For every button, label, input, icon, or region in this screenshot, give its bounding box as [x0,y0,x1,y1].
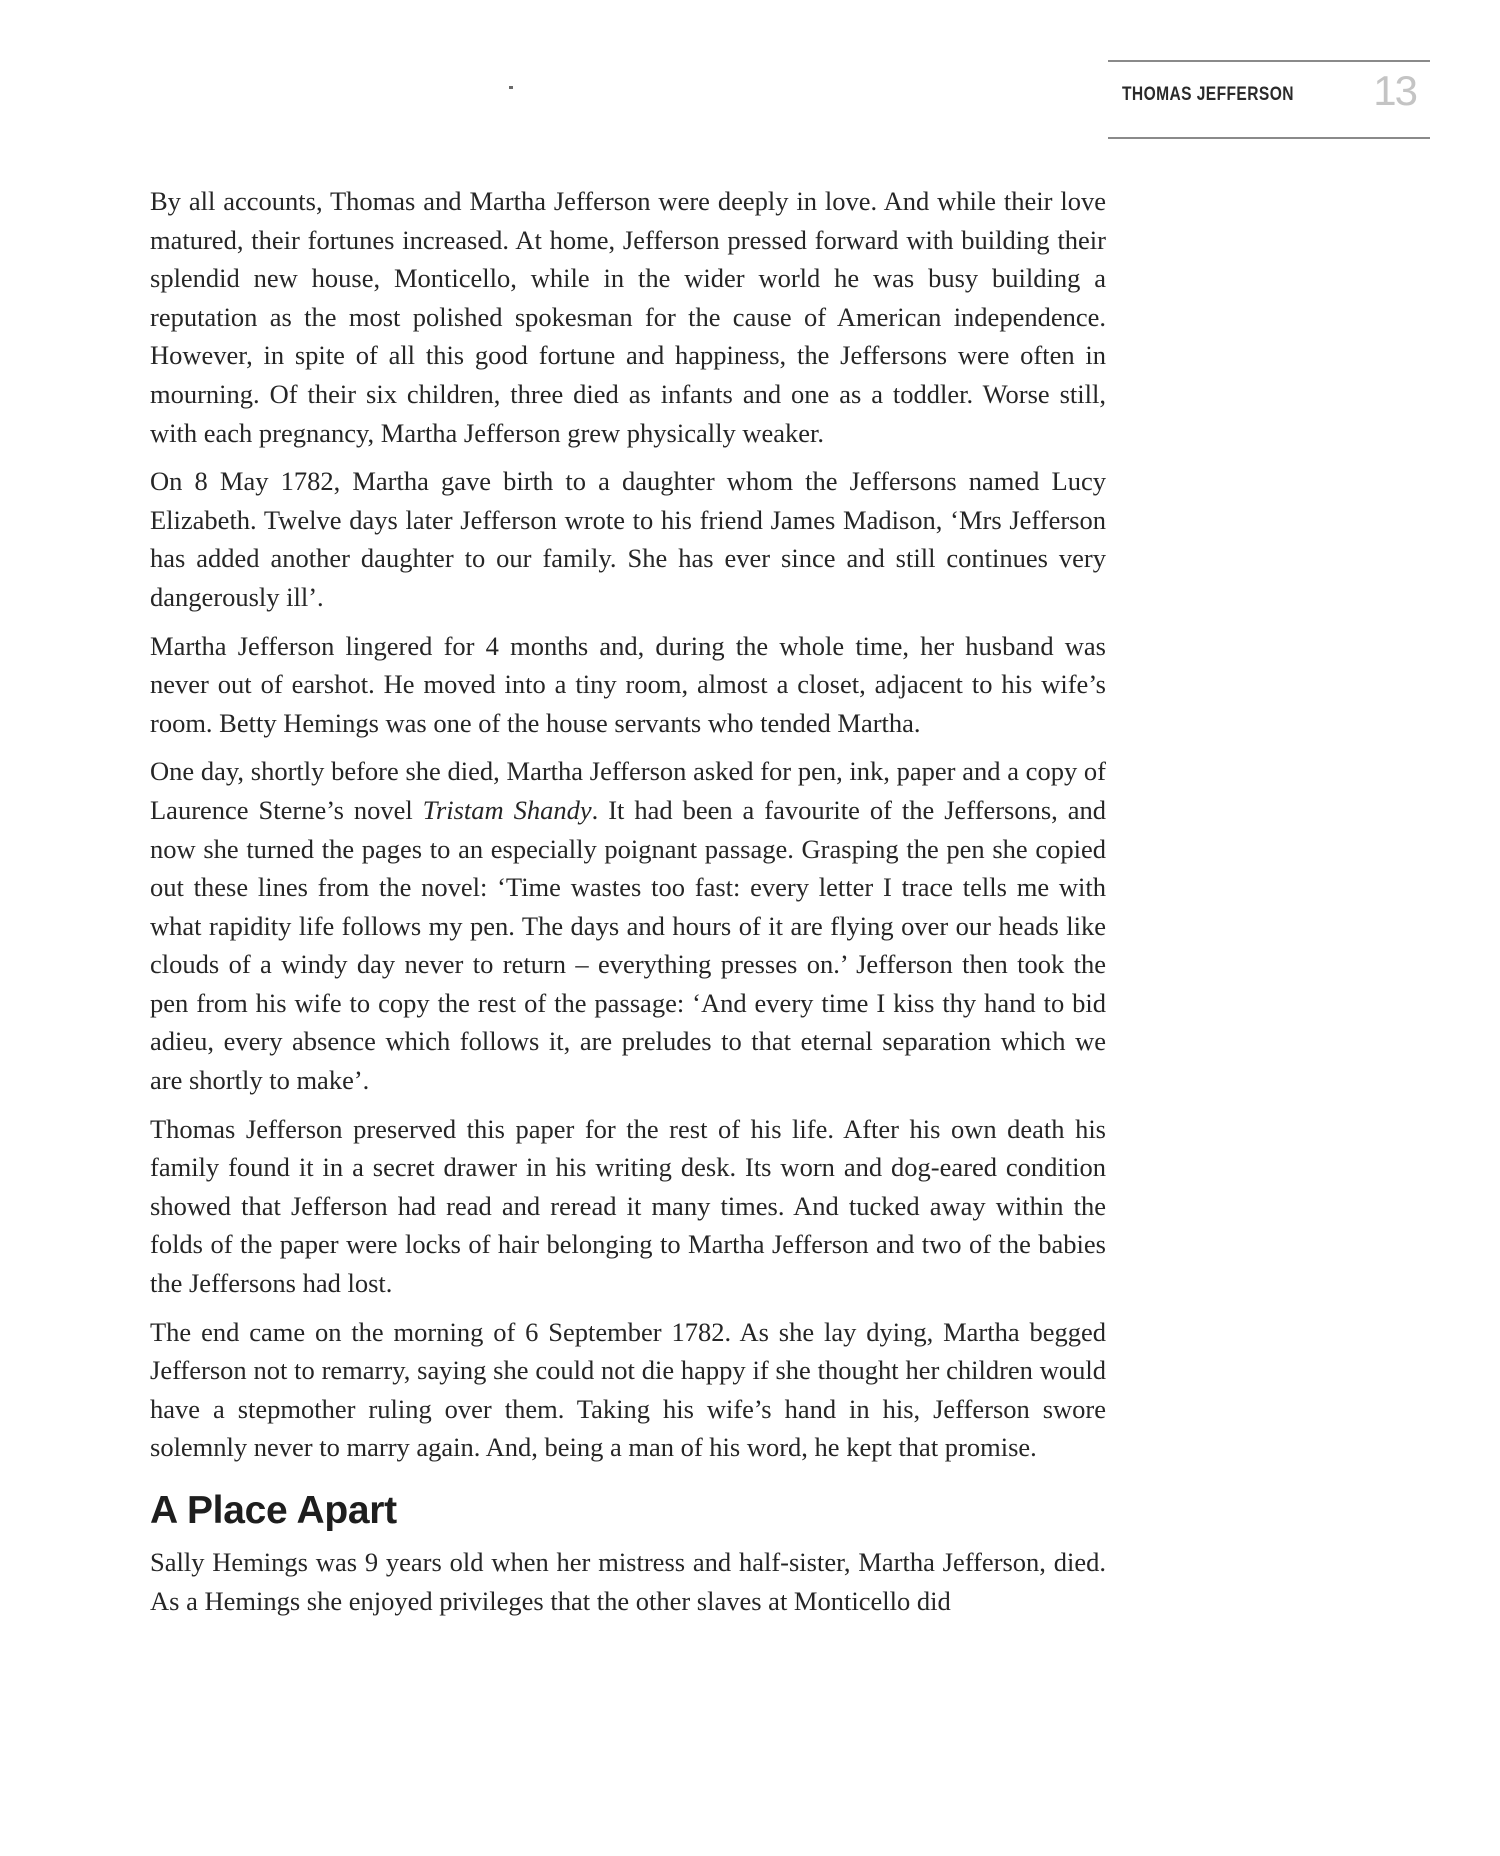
paragraph-4-text-before: One day, shortly before she died, Martha Jefferson asked for pen, ink, paper and a copy of Laurence Sterne’s novel [150,756,1106,825]
book-title: Tristam Shandy [422,794,592,825]
running-title: THOMAS JEFFERSON [1122,84,1294,105]
paragraph-1: By all accounts, Thomas and Martha Jefferson were deeply in love. And while their love matured, their fortunes increased. At home, Jefferson pressed forward with building their splendid new house, Monticello, while in the wider world he was busy building a reputation as the most polished spokesman for the cause of American independence. However, in spite of all this good fortune and happiness, the Jeffersons were often in mourning. Of their six children, three died as infants and one as a toddler. Worse still, with each pregnancy, Martha Jefferson grew physically weaker. [150,186,1106,448]
body-text [150,182,1106,1620]
header-rule-bottom [1108,137,1430,139]
page-number: 13 [1373,67,1416,114]
scan-speck [509,86,513,89]
paragraph-2: On 8 May 1782, Martha gave birth to a daughter whom the Jeffersons named Lucy Elizabeth. Twelve days later Jefferson wrote to his friend James Madison, ‘Mrs Jefferson has added another daughter to our family. She has ever since and still continues very dangerously ill’. [150,466,1106,612]
paragraph-5: Thomas Jefferson preserved this paper for the rest of his life. After his own death his family found it in a secret drawer in his writing desk. Its worn and dog-eared condition showed that Jefferson had read and reread it many times. And tucked away within the folds of the paper were locks of hair belonging to Martha Jefferson and two of the babies the Jeffersons had lost. [150,1113,1106,1299]
header-rule-top [1108,60,1430,62]
paragraph-3: Martha Jefferson lingered for 4 months and, during the whole time, her husband was never out of earshot. He moved into a tiny room, almost a closet, adjacent to his wife’s room. Betty Hemings was one of the house servants who tended Martha. [150,630,1106,738]
paragraph-7: Sally Hemings was 9 years old when her mistress and half-sister, Martha Jefferson, died. As a Hemings she enjoyed privileges that the other slaves at Monticello did [150,1547,1106,1616]
paragraph-6: The end came on the morning of 6 September 1782. As she lay dying, Martha begged Jefferson not to remarry, saying she could not die happy if she thought her children would have a stepmother ruling over them. Taking his wife’s hand in his, Jefferson swore solemnly never to marry again. And, being a man of his word, he kept that promise. [150,1316,1106,1463]
section-heading: A Place Apart [150,1489,397,1532]
paragraph-4 [150,752,1106,1099]
paragraph-4-text-after: . It had been a favourite of the Jeffersons, and now she turned the pages to an especially poignant passage. Grasping the pen she copied out these lines from the novel: ‘Time wastes too fast: every letter I trace tells me with what rapidity life follows my pen. The days and hours of it are flying over our heads like clouds of a windy day never to return – everything presses on.’ Jefferson then took the pen from his wife to copy the rest of the passage: ‘And every time I kiss thy hand to bid adieu, every absence which follows it, are preludes to that eternal separation which we are shortly to make’. [150,794,1107,1096]
running-header [1108,60,1430,138]
